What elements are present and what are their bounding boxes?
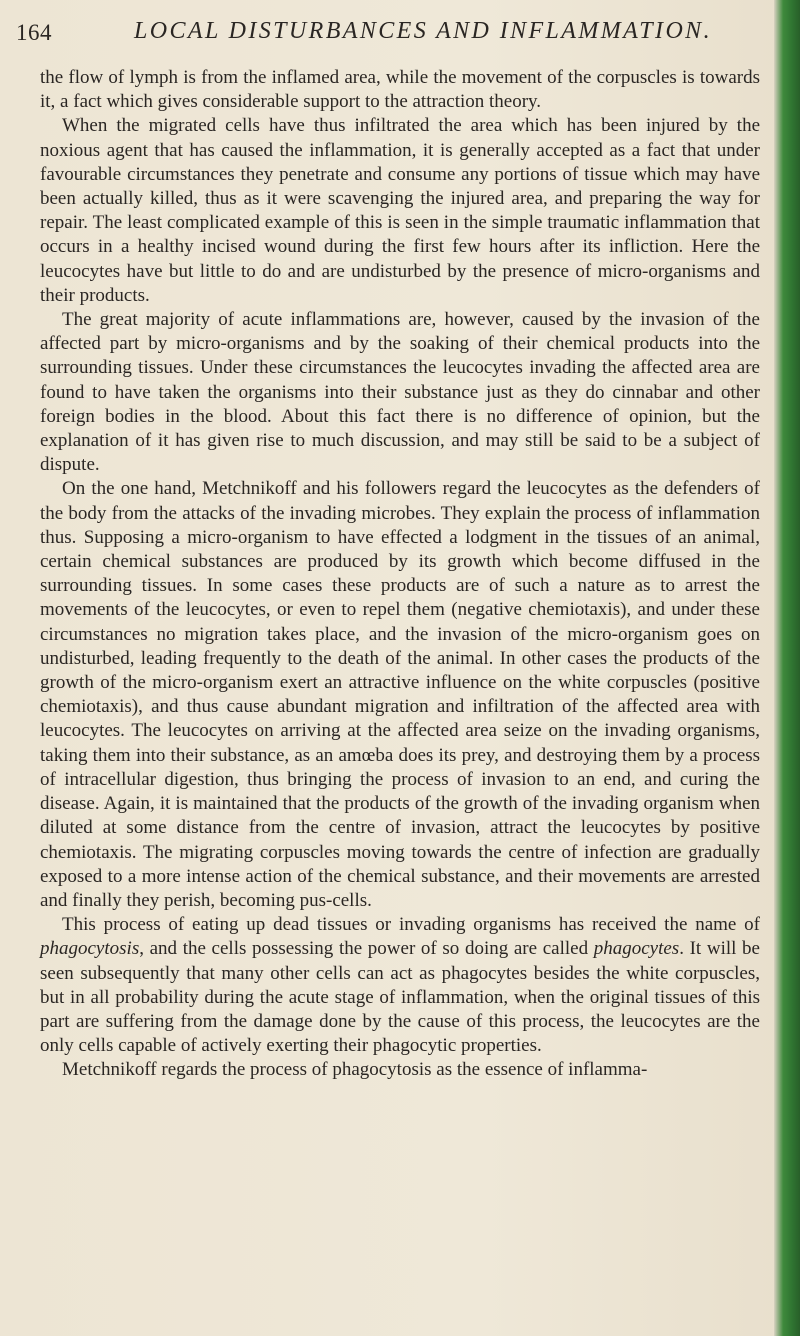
body-text: [40, 66, 760, 1083]
paragraph-phagocytosis: This process of eating up dead tissues or invading organisms has received the name of phagocytosis, and the cells possessing the power of so doing are called phagocytes. It will be seen subsequently that many other cells can act as phagocytes besides the white corpuscles, but in all probability during the acute stage of inflammation, when the original tissues of this part are suffering from the damage done by the cause of this process, the leucocytes are the only cells capable of actively exerting their phagocytic properties.: [40, 914, 760, 1057]
page-header: [16, 18, 760, 54]
paragraph-scavenging: When the migrated cells have thus infiltrated the area which has been injured by the noxious agent that has caused the inflammation, it is generally accepted as a fact that under favourable circumstances they penetrate and consume any portions of tissue which may have been actually killed, thus as it were scavenging the injured area, and preparing the way for repair. The least complicated example of this is seen in the simple traumatic inflammation that occurs in a healthy incised wound during the first few hours after its infliction. Here the leucocytes have but little to do and are undisturbed by the presence of micro-organisms and their products.: [40, 115, 760, 306]
paragraph-continuation: the flow of lymph is from the inflamed area, while the movement of the corpuscles is towards it, a fact which gives considerable support to the attraction theory.: [40, 67, 760, 113]
running-head: LOCAL DISTURBANCES AND INFLAMMATION.: [134, 18, 712, 44]
term-phagocytosis: phagocytosis: [40, 938, 140, 960]
paragraph-metchnikoff-theory: On the one hand, Metchnikoff and his followers regard the leucocytes as the defenders of the body from the attacks of the invading microbes. They explain the process of inflammation thus. Supposing a micro-organism to have effected a lodgment in the tissues of an animal, certain chemical substances are produced by its growth which become diffused in the surrounding tissues. In some cases these products are of such a nature as to arrest the movements of the leucocytes, or even to repel them (negative chemiotaxis), and under these circumstances no migration takes place, and the invasion of the micro-organism goes on undisturbed, leading frequently to the death of the animal. In other cases the products of the growth of the micro-organism exert an attractive influence on the white corpuscles (positive chemiotaxis), and thus cause abundant migration and infiltration of the affected area with leucocytes. The leucocytes on arriving at the affected area seize on the invading organisms, taking them into their substance, as an amœba does its prey, and destroying them by a process of intracellular digestion, thus bringing the process of invasion to an end, and curing the disease. Again, it is maintained that the products of the growth of the invading organism when diluted at some distance from the centre of invasion, attract the leucocytes by positive chemiotaxis. The migrating corpuscles moving towards the centre of infection are gradually exposed to a more intense action of the chemical substance, and their movements are arrested and finally they perish, becoming pus-cells.: [40, 478, 760, 911]
page-edge-strip: [774, 0, 800, 1336]
paragraph-micro-organisms: The great majority of acute inflammations are, however, caused by the invasion of the affected part by micro-organisms and by the soaking of their chemical products into the surrounding tissues. Under these circumstances the leucocytes invading the affected area are found to have taken the organisms into their substance just as they do cinnabar and other foreign bodies in the blood. About this fact there is no difference of opinion, but the explanation of it has given rise to much discussion, and may still be said to be a subject of dispute.: [40, 309, 760, 476]
paragraph-final-line: Metchnikoff regards the process of phagocytosis as the essence of inflamma-: [62, 1059, 648, 1081]
page-number: 164: [16, 20, 52, 45]
term-phagocytes: phagocytes: [593, 938, 680, 960]
